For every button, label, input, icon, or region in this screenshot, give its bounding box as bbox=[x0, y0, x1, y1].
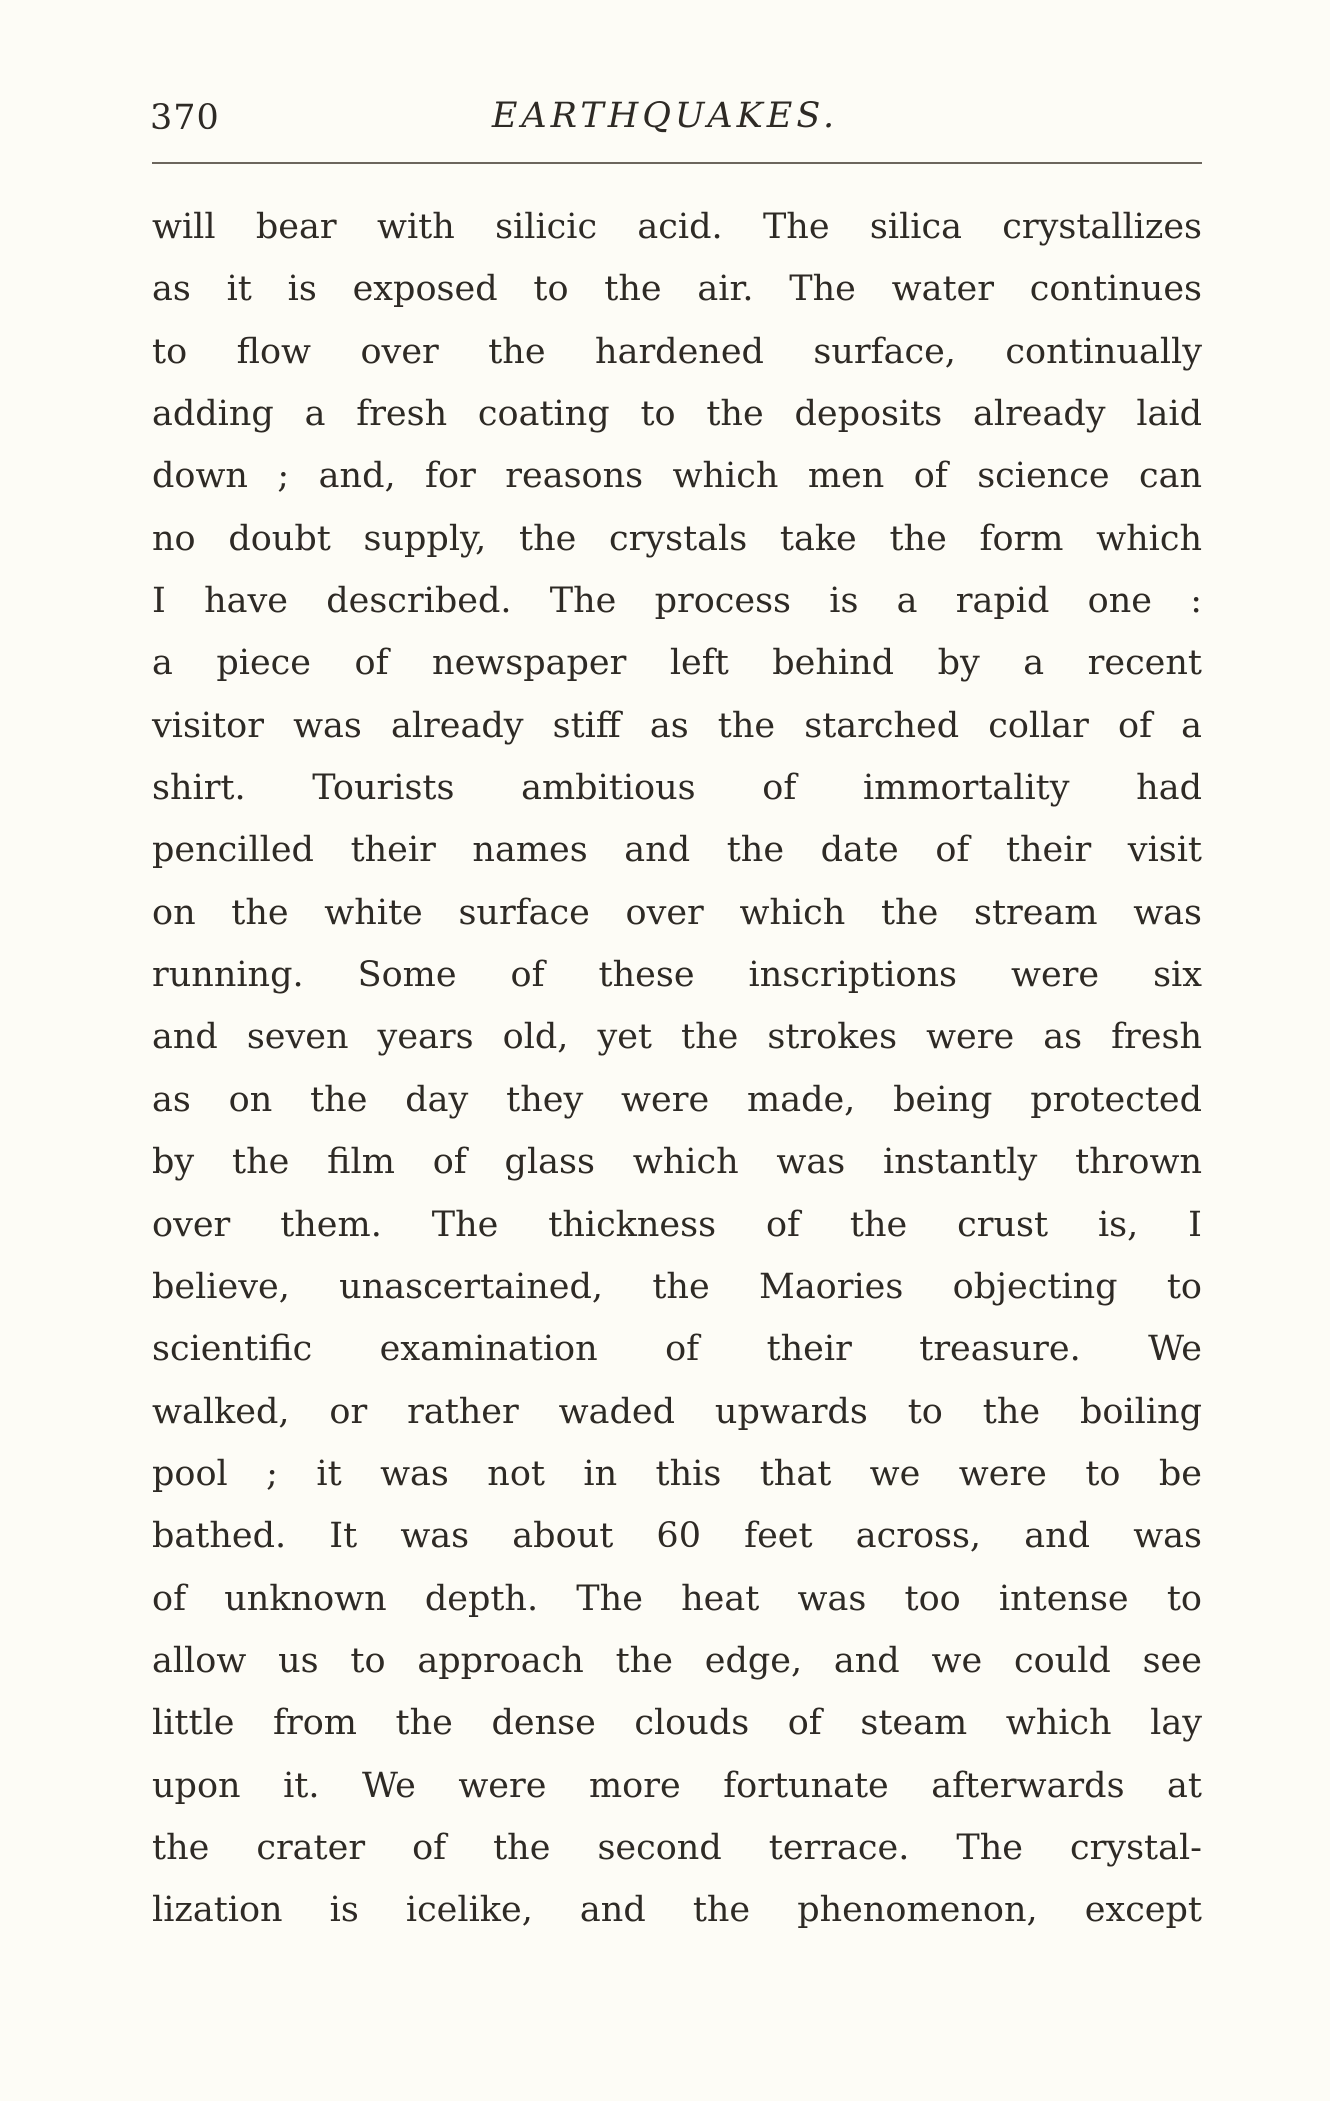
text-line: as it is exposed to the air. The water continues bbox=[152, 269, 1202, 310]
page-number: 370 bbox=[150, 98, 220, 138]
text-line: I have described. The process is a rapid one : bbox=[152, 581, 1202, 622]
text-line: pencilled their names and the date of their visit bbox=[152, 830, 1202, 871]
text-line: down ; and, for reasons which men of science can bbox=[152, 456, 1202, 497]
text-line: by the film of glass which was instantly thrown bbox=[152, 1142, 1202, 1183]
text-line: scientific examination of their treasure. We bbox=[152, 1329, 1202, 1370]
text-line: little from the dense clouds of steam which lay bbox=[152, 1703, 1202, 1744]
text-line: a piece of newspaper left behind by a recent bbox=[152, 643, 1202, 684]
text-line: on the white surface over which the stream was bbox=[152, 892, 1202, 933]
text-line: and seven years old, yet the strokes were as fresh bbox=[152, 1017, 1202, 1058]
running-title: EARTHQUAKES. bbox=[491, 96, 839, 136]
text-line: pool ; it was not in this that we were to be bbox=[152, 1453, 1202, 1494]
text-line: adding a fresh coating to the deposits already laid bbox=[152, 394, 1202, 435]
text-line: over them. The thickness of the crust is, I bbox=[152, 1204, 1202, 1245]
text-line: no doubt supply, the crystals take the form which bbox=[152, 518, 1202, 559]
text-line: bathed. It was about 60 feet across, and was bbox=[152, 1516, 1202, 1557]
text-line: walked, or rather waded upwards to the boiling bbox=[152, 1391, 1202, 1432]
text-line: upon it. We were more fortunate afterwards at bbox=[152, 1765, 1202, 1806]
text-line: lization is icelike, and the phenomenon, except bbox=[152, 1890, 1202, 1931]
text-line: of unknown depth. The heat was too intense to bbox=[152, 1578, 1202, 1619]
header-rule bbox=[152, 162, 1202, 164]
text-line: shirt. Tourists ambitious of immortality had bbox=[152, 768, 1202, 809]
text-line: believe, unascertained, the Maories objecting to bbox=[152, 1266, 1202, 1307]
text-line: to flow over the hardened surface, continually bbox=[152, 331, 1202, 372]
text-line: the crater of the second terrace. The crystal- bbox=[152, 1827, 1202, 1868]
text-line: as on the day they were made, being protected bbox=[152, 1079, 1202, 1120]
text-line: will bear with silicic acid. The silica crystallizes bbox=[152, 207, 1202, 247]
text-line: visitor was already stiff as the starched collar of a bbox=[152, 705, 1202, 746]
text-line: running. Some of these inscriptions were six bbox=[152, 955, 1202, 996]
text-line: allow us to approach the edge, and we could see bbox=[152, 1640, 1202, 1681]
body-text bbox=[152, 196, 1202, 1942]
